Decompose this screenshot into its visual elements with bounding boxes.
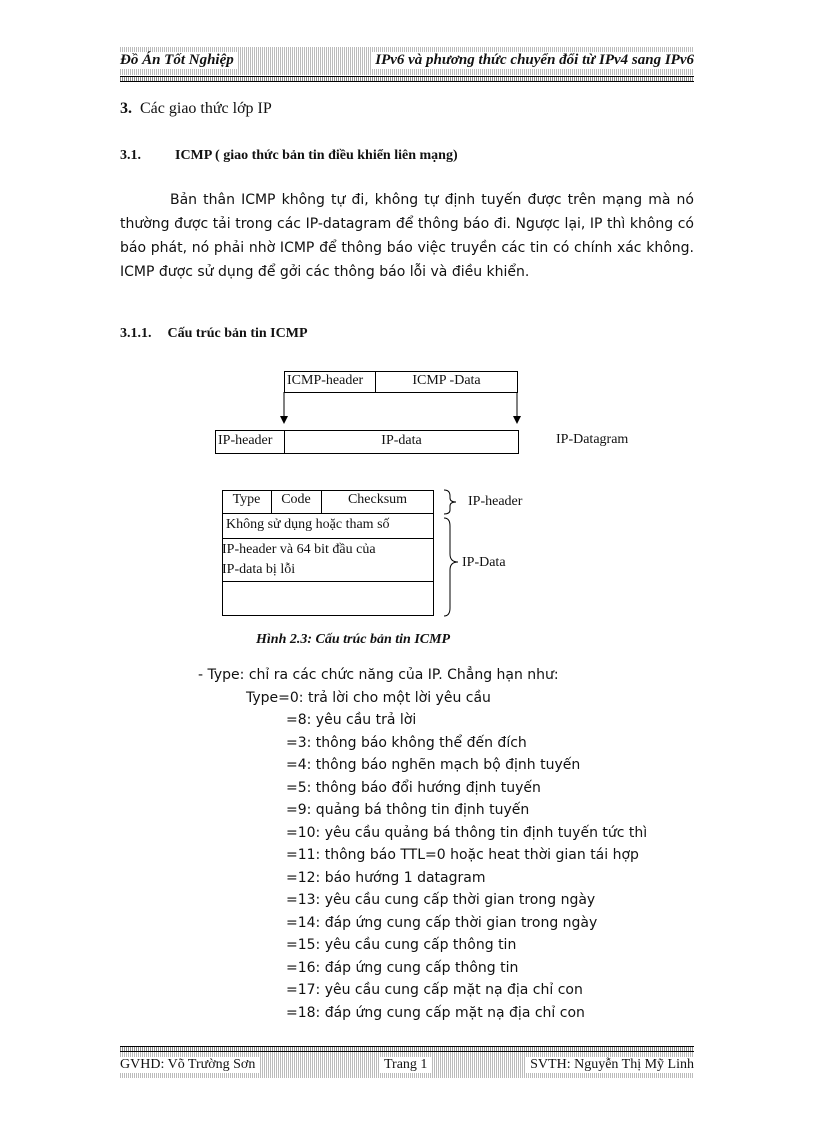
list-item: =8: yêu cầu trả lời	[286, 712, 417, 728]
list-item: =9: quảng bá thông tin định tuyến	[286, 802, 530, 818]
body-paragraph: Bản thân ICMP không tự đi, không tự định tuyến được trên mạng mà nó thường được tải trong các IP-datagram để thông báo đi. Ngược lại, IP thì không có báo phát, nó phải nhờ ICMP để thông báo việc truyền các tin có chính xác không. ICMP được sử dụng để gởi các thông báo lỗi và điều khiển.	[120, 192, 694, 280]
list-item: =5: thông báo đổi hướng định tuyến	[286, 780, 541, 796]
ip-header-box: IP-header	[215, 430, 285, 454]
checksum-field: Checksum	[321, 490, 434, 514]
footer-left: GVHD: Võ Trường Sơn	[120, 1057, 259, 1073]
icmp-header-box: ICMP-header	[284, 371, 376, 393]
list-item: =11: thông báo TTL=0 hoặc heat thời gian tái hợp	[286, 847, 639, 863]
list-item: =18: đáp ứng cung cấp mặt nạ địa chỉ con	[286, 1005, 585, 1021]
list-item: =14: đáp ứng cung cấp thời gian trong ngày	[286, 915, 598, 931]
footer-right: SVTH: Nguyễn Thị Mỹ Linh	[526, 1057, 694, 1073]
code-field: Code	[271, 490, 322, 514]
ip-data-box: IP-data	[284, 430, 519, 454]
icmp-data-box: ICMP -Data	[375, 371, 518, 393]
list-item: =3: thông báo không thể đến đích	[286, 735, 527, 751]
header-rule	[120, 76, 694, 82]
list-item: =4: thông báo nghẽn mạch bộ định tuyến	[286, 757, 581, 773]
encapsulation-arrows	[270, 390, 530, 426]
type-intro: - Type: chỉ ra các chức năng của IP. Chẳng hạn như:	[198, 667, 559, 683]
brace-ip-header-label: IP-header	[468, 494, 523, 509]
list-item: =17: yêu cầu cung cấp mặt nạ địa chỉ con	[286, 982, 583, 998]
section-3-1-heading: 3.1. ICMP ( giao thức bản tin điều khiển liên mạng)	[120, 148, 458, 163]
unused-field: Không sử dụng hoặc tham số	[222, 513, 434, 539]
ip-datagram-label: IP-Datagram	[556, 432, 629, 447]
braces	[440, 488, 470, 620]
section-3-1-1-heading: 3.1.1. Cấu trúc bản tin ICMP	[120, 326, 308, 341]
header-left: Đồ Án Tốt Nghiệp	[120, 52, 238, 69]
header-right: IPv6 và phương thức chuyển đổi từ IPv4 sang IPv6	[371, 52, 694, 69]
list-item: =12: báo hướng 1 datagram	[286, 870, 486, 886]
footer-page-number: Trang 1	[380, 1057, 431, 1073]
list-item: =15: yêu cầu cung cấp thông tin	[286, 937, 517, 953]
list-item: Type=0: trả lời cho một lời yêu cầu	[246, 690, 491, 706]
brace-ip-data-label: IP-Data	[462, 555, 506, 570]
list-item: =16: đáp ứng cung cấp thông tin	[286, 960, 519, 976]
list-item: =10: yêu cầu quảng bá thông tin định tuyến tức thì	[286, 825, 648, 841]
list-item: =13: yêu cầu cung cấp thời gian trong ngày	[286, 892, 596, 908]
figure-caption: Hình 2.3: Cấu trúc bản tin ICMP	[256, 632, 451, 647]
payload-field: IP-header và 64 bit đầu của IP-data bị lỗi	[222, 538, 434, 582]
type-field: Type	[222, 490, 272, 514]
section-3-heading: 3. Các giao thức lớp IP	[120, 100, 272, 117]
